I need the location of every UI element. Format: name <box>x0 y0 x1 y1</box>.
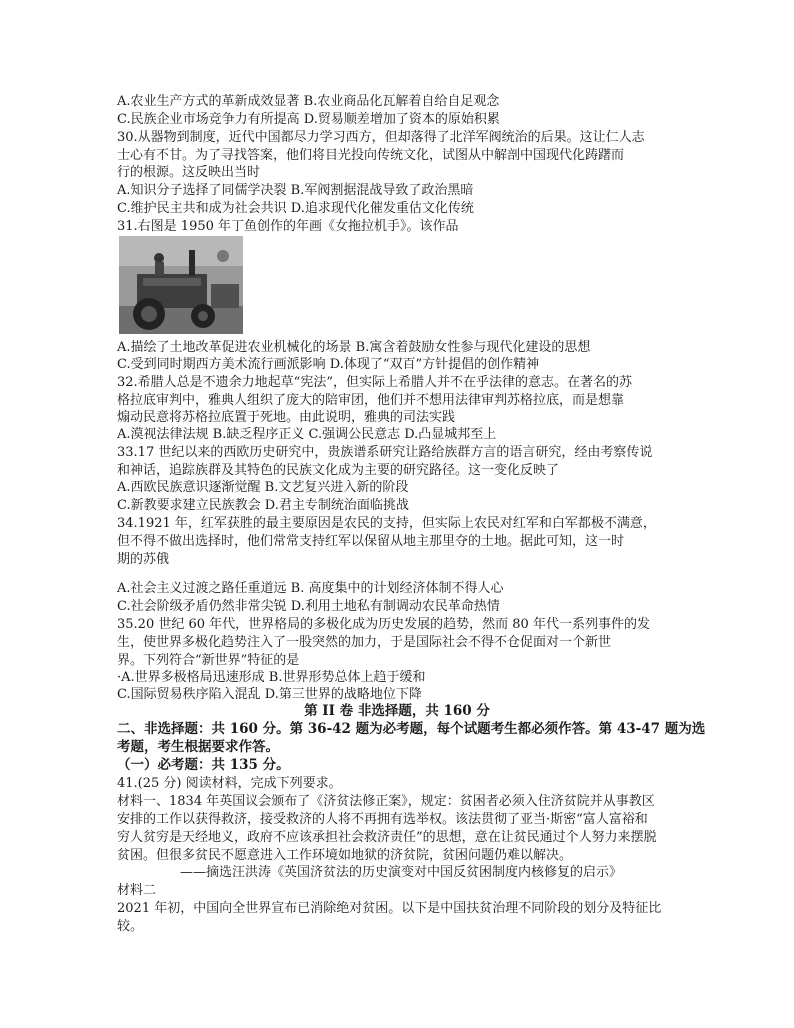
text-line: C.国际贸易秩序陷入混乱 D.第三世界的战略地位下降 <box>117 687 422 702</box>
text-line: C.受到同时期西方美术流行画派影响 D.体现了“双百”方针提倡的创作精神 <box>117 357 540 372</box>
text-line: ·A.世界多极格局迅速形成 B.世界形势总体上趋于缓和 <box>117 670 426 685</box>
subsection-title: （一）必考题：共 135 分。 <box>117 757 290 773</box>
text-line: 安排的工作以获得救济，接受救济的人将不再拥有选举权。该法贯彻了亚当·斯密“富人富裕和 <box>117 812 648 827</box>
question-32: 32.希腊人总是不遗余力地起草“宪法”，但实际上希腊人并不在乎法律的意志。在著名的苏 <box>117 375 632 390</box>
tractor-painting-image <box>119 236 243 334</box>
section-title: 第 II 卷 非选择题，共 160 分 <box>304 703 490 719</box>
text-line: 士心有不甘。为了寻找答案，他们将目光投向传统文化，试图从中解剖中国现代化踌躇而 <box>117 148 625 163</box>
question-35: 35.20 世纪 60 年代，世界格局的多极化成为历史发展的趋势，然而 80 年代一系列事件的发 <box>117 617 650 632</box>
text-line: C.民族企业市场竞争力有所提高 D.贸易顺差增加了资本的原始积累 <box>117 112 500 127</box>
text-line: 但不得不做出选择时，他们常常支持红军以保留从地主那里夺的土地。据此可知，这一时 <box>117 534 625 549</box>
text-line: 煽动民意将苏格拉底置于死地。由此说明，雅典的司法实践 <box>117 410 456 425</box>
text-line: 和神话，追踪族群及其特色的民族文化成为主要的研究路径。这一变化反映了 <box>117 463 560 478</box>
question-31: 31.右图是 1950 年丁鱼创作的年画《女拖拉机手》。该作品 <box>117 219 459 234</box>
text-line: C.社会阶级矛盾仍然非常尖锐 D.利用土地私有制调动农民革命热情 <box>117 599 500 614</box>
tractor-painting-icon <box>119 236 243 334</box>
text-line: A.西欧民族意识逐渐觉醒 B.文艺复兴进入新的阶段 <box>117 480 409 495</box>
text-line: A.社会主义过渡之路任重道远 B. 高度集中的计划经济体制不得人心 <box>117 581 504 596</box>
text-line: A.农业生产方式的革新成效显著 B.农业商品化瓦解着自给自足观念 <box>117 94 500 109</box>
question-34: 34.1921 年，红军获胜的最主要原因是农民的支持，但实际上农民对红军和白军都极不满意， <box>117 516 656 531</box>
text-line: 穷人贫穷是天经地义，政府不应该承担社会救济责任”的思想，意在让贫民通过个人努力来摆脱 <box>117 830 657 845</box>
material-source: ——摘选汪洪涛《英国济贫法的历史演变对中国反贫困制度内核修复的启示》 <box>180 865 623 880</box>
question-41: 41.(25 分) 阅读材料，完成下列要求。 <box>117 776 342 791</box>
text-line: C.维护民主共和成为社会共识 D.追求现代化催发重估文化传统 <box>117 201 474 216</box>
section-instructions: 考题，考生根据要求作答。 <box>117 739 279 755</box>
section-instructions: 二、非选择题：共 160 分。第 36-42 题为必考题，每个试题考生都必须作答。第 43-47 题为选 <box>117 721 706 737</box>
question-30: 30.从器物到制度，近代中国都尽力学习西方，但却落得了北洋军阀统治的后果。这让仁人志 <box>117 130 645 145</box>
material-one: 材料一、1834 年英国议会颁布了《济贫法修正案》，规定：贫困者必须入住济贫院并从事教区 <box>117 794 655 809</box>
text-line: 较。 <box>117 919 144 934</box>
text-line: 贫困。但很多贫民不愿意进入工作环境如地狱的济贫院，贫困问题仍难以解决。 <box>117 848 573 863</box>
text-line: 格拉底审判中，雅典人组织了庞大的陪审团，他们并不想用法律审判苏格拉底，而是想靠 <box>117 393 625 408</box>
question-33: 33.17 世纪以来的西欧历史研究中，贵族谱系研究让路给族群方言的语言研究，经由考察传说 <box>117 445 653 460</box>
text-line: 行的根源。这反映出当时 <box>117 165 261 180</box>
text-line: 界。下列符合“新世界”特征的是 <box>117 653 300 668</box>
text-line: 期的苏俄 <box>117 552 170 567</box>
text-line: A.漠视法律法规 B.缺乏程序正义 C.强调公民意志 D.凸显城邦至上 <box>117 427 497 442</box>
text-line: 2021 年初，中国向全世界宣布已消除绝对贫困。以下是中国扶贫治理不同阶段的划分及特征比 <box>117 901 662 916</box>
text-line: A.描绘了土地改革促进农业机械化的场景 B.寓含着鼓励女性参与现代化建设的思想 <box>117 340 591 355</box>
text-line: A.知识分子选择了同儒学决裂 B.军阀割据混战导致了政治黑暗 <box>117 183 474 198</box>
material-two: 材料二 <box>117 883 157 898</box>
text-line: 生，使世界多极化趋势注入了一股突然的加力，于是国际社会不得不仓促面对一个新世 <box>117 635 612 650</box>
text-line: C.新教要求建立民族教会 D.君主专制统治面临挑战 <box>117 498 409 513</box>
